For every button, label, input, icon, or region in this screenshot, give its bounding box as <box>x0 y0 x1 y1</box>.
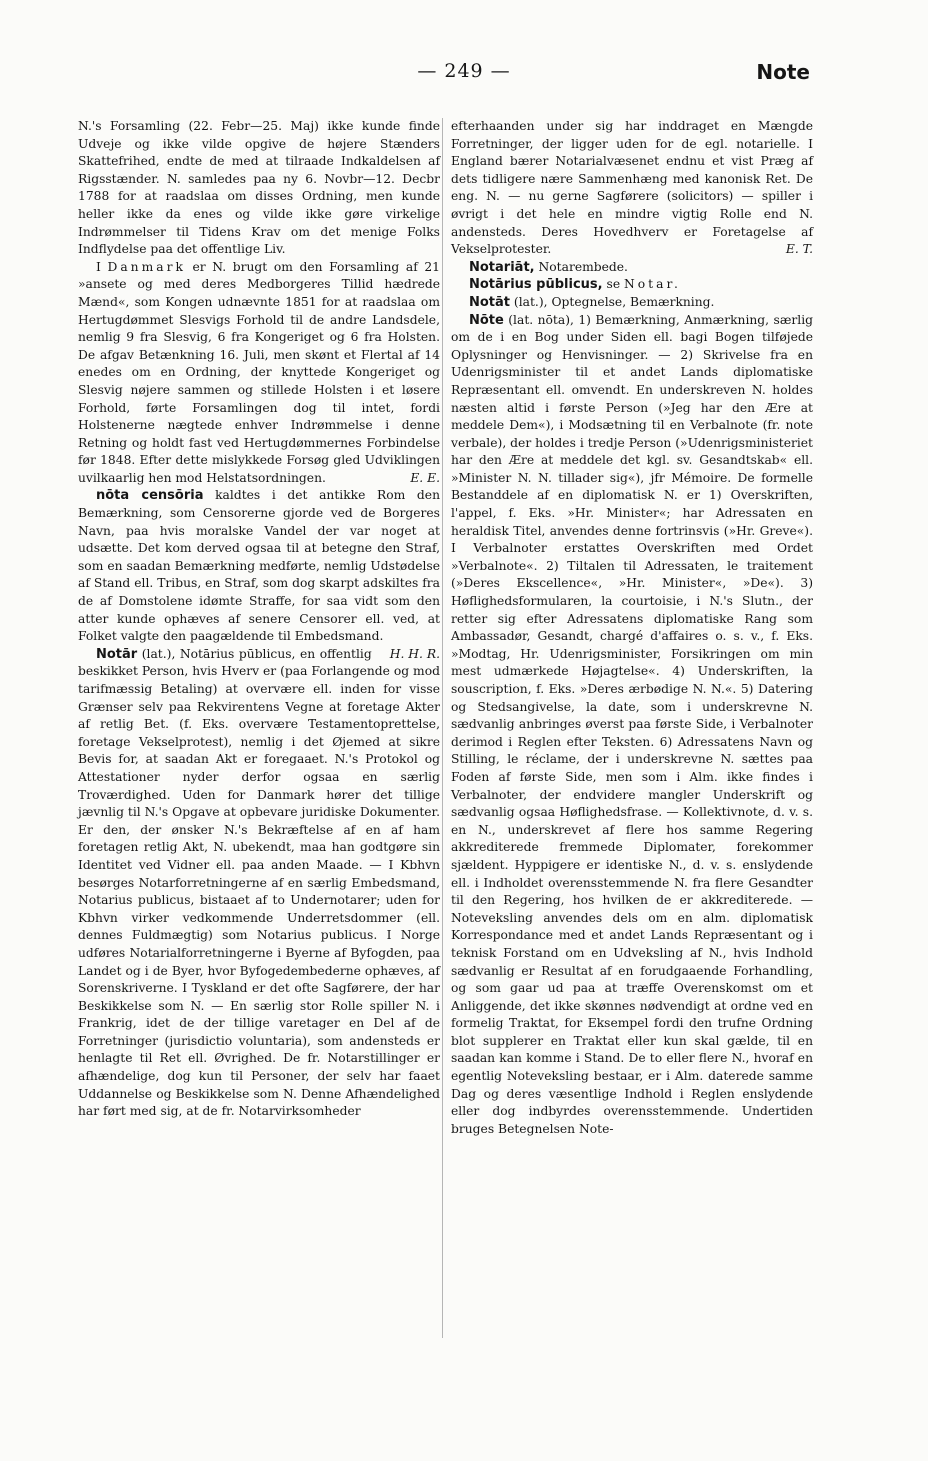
entry-text: Notarembede. <box>534 259 628 274</box>
headword: Notārius pūblicus, <box>469 277 603 293</box>
author-signature: E. E. <box>410 470 440 485</box>
page-number: — 249 — <box>417 60 511 82</box>
column-divider <box>442 118 443 1338</box>
entry-notarius-publicus <box>451 276 813 294</box>
running-title: Note <box>756 60 810 84</box>
paragraph-text: efterhaanden under sig har inddraget en Mængde Forretninger, der ligger uden for de egl. notarielle. I England bærer Notarialvæsenet endnu et vist Præg af dets tidligere nære Sammenhæng med kanonisk Ret. De eng. N. — nu gerne Sagførere (solicitors) — spiller i øvrigt i det hele en mindre vigtig Rolle end N. andensteds. Deres Hovedhverv er Foretagelse af Vekselprotester. <box>451 119 813 257</box>
headword: Notāt <box>469 294 511 310</box>
headword: Notār <box>96 646 138 662</box>
entry-text: (lat.), Notārius pūblicus, en offentlig beskikket Person, hvis Hverv er (paa Forlangende og mod tarifmæssig Betaling) at overvære ell. inden for visse Grænser selv paa Rekvirentens Vegne at foretage Akter af retlig Bet. (f. Eks. overvære Testamentoprettelse, foretage Vekselprotest), nemlig i det Øjemed at sikre Bevis for, at saadan Akt er foregaaet. N.'s Protokol og Attestationer nyder derfor ogsaa en særlig Troværdighed. Uden for Danmark hører det tillige jævnlig til N.'s Opgave at opbevare juridiske Dokumenter. Er den, der ønsker N.'s Bekræftelse af en af ham foretagen retlig Akt, N. ubekendt, maa han godtgøre sin Identitet ved Vidner ell. paa anden Maade. — I Kbhvn besørges Notarforretningerne af en særlig Embedsmand, Notarius publicus, bistaaet af to Undernotarer; uden for Kbhvn virker vedkommende Underretsdommer (ell. dennes Fuldmægtig) som Notarius publicus. I Norge udføres Notarialforretningerne i Byerne af Byfogden, paa Landet og i de Byer, hvor Byfogedembederne ophæves, af Sorenskriverne. I Tyskland er det ofte Sagførere, der har Beskikkelse som N. — En særlig stor Rolle spiller N. i Frankrig, idet de der tillige varetager en Del af de Forretninger (jurisdictio voluntaria), som andensteds er henlagte til Ret ell. Øvrighed. De fr. Notarstillinger er afhændelige, dog kun til Personer, der selv har faaet Uddannelse og Beskikkelse som N. Denne Afhændelighed har ført med sig, at de fr. Notarvirksomheder <box>78 646 440 1119</box>
paragraph-lead: I <box>96 259 108 274</box>
entry-text: kaldtes i det antikke Rom den Bemærkning, som Censorerne gjorde ved de Borgeres Navn, paa hvis moralske Vandel der var noget at udsætte. Det kom derved ogsaa til at betegne den Straf, som en saadan Bemærkning medførte, nemlig Udstødelse af Stand ell. Tribus, en Straf, som dog skarpt adskiltes fra de af Domstolene idømte Straffe, for saa vidt som den atter kunde ophæves af senere Censorer ell. ved, at Folket valgte den paagældende til Embedsmand. <box>78 488 440 644</box>
headword: Nōte <box>469 312 504 328</box>
paragraph <box>451 118 813 259</box>
paragraph-text: N.'s Forsamling (22. Febr—25. Maj) ikke kunde finde Udveje og ikke vilde opgive de højere Stænders Skattefrihed, endte de med at tilraade Indkaldelsen af Rigsstænder. N. samledes paa ny 6. Novbr—12. Decbr 1788 for at raadslaa om disses Ordning, men kunde heller ikke da enes og vilde ikke gøre virkelige Indrømmelser til Tidens Krav om det menige Folks Indflydelse paa det offentlige Liv. <box>78 119 440 257</box>
author-signature: H. H. R. <box>389 646 440 661</box>
cross-reference: Notar. <box>624 277 681 292</box>
entry-notariat <box>451 259 813 277</box>
entry-text: (lat.), Optegnelse, Bemærkning. <box>510 294 715 309</box>
entry-note <box>451 312 813 1139</box>
paragraph <box>78 259 440 488</box>
paragraph <box>78 118 440 259</box>
headword: nōta censōria <box>96 488 204 504</box>
entry-notat <box>451 294 813 312</box>
author-signature: E. T. <box>785 242 813 257</box>
spaced-word: Danmark <box>107 259 186 274</box>
paragraph-text: er N. brugt om den Forsamling af 21 »ansete og med deres Medborgeres Tillid hædrede Mænd«, som Kongen udnævnte 1851 for at raadslaa om Hertugdømmet Slesvigs Forhold til de andre Landsdele, nemlig 9 fra Slesvig, 6 fra Kongeriget og 6 fra Holsten. De afgav Betænkning 16. Juli, men skønt et Flertal af 14 enedes om en Ordning, der knyttede Kongeriget og Slesvig nøjere sammen og stillede Holsten i et løsere Forhold, førte Forsamlingen dog til intet, fordi Holstenerne nægtede enhver Indrømmelse i denne Retning og holdt fast ved Hertugdømmernes Forbindelse før 1848. Efter dette mislykkede Forsøg gled Udviklingen uvilkaarlig hen mod Helstatsordningen. <box>78 259 440 485</box>
right-column <box>451 118 813 1138</box>
entry-text: (lat. nōta), 1) Bemærkning, Anmærkning, særlig om de i en Bog under Siden ell. bagi Bogen tilføjede Oplysninger og Henvisninger. — 2) Skrivelse fra en Udenrigsminister til et andet Lands diplomatiske Repræsentant ell. omvendt. En underskreven N. holdes næsten altid i første Person (»Jeg har den Ære at meddele Dem«), i Modsætning til en Verbalnote (fr. note verbale), der holdes i tredje Person (»Udenrigsministeriet har den Ære at meddele det kgl. sv. Gesandtskab« ell. »Minister N. N. tillader sig«), jfr Mémoire. De formelle Bestanddele af en diplomatisk N. er 1) Overskriften, l'appel, f. Eks. »Hr. Minister«; har Adressaten en heraldisk Titel, anvendes denne fortrinsvis (»Hr. Greve«). I Verbalnoter erstattes Overskriften med Ordet »Verbalnote«. 2) Tiltalen til Adressaten, le traitement (»Deres Ekscellence«, »Hr. Minister«, »De«). 3) Høflighedsformularen, la courtoisie, i N.'s Slutn., der retter sig efter Adressatens diplomatiske Rang som Ambassadør, Gesandt, chargé d'affaires o. s. v., f. Eks. »Modtag, Hr. Udenrigsminister, Forsikringen om min mest udmærkede Højagtelse«. 4) Underskriften, la souscription, f. Eks. »Deres ærbødige N. N.«. 5) Datering og Stedsangivelse, la date, som i underskrevne N. sædvanlig anbringes øverst paa første Side, i Verbalnoter derimod i Reglen efter Teksten. 6) Adressatens Navn og Stilling, le réclame, der i underskrevne N. sættes paa Foden af første Side, men som i Alm. ikke findes i Verbalnoter, der endvidere mangler Underskrift og sædvanlig ogsaa Høflighedsfrase. — Kollektivnote, d. v. s. en N., underskrevet af flere hos samme Regering akkrediterede fremmede Diplomater, forekommer sjældent. Hyppigere er identiske N., d. v. s. enslydende ell. i Indholdet overensstemmende N. fra flere Gesandter til den Regering, hos hvilken de er akkrediterede. — Noteveksling anvendes dels om en alm. diplomatisk Korrespondance med et andet Lands Repræsentant og i teknisk Forstand om en Udveksling af N., hvis Indhold sædvanlig er Resultat af en forudgaaende Forhandling, og som gaar ud paa at træffe Overenskomst om et Anliggende, det ikke skønnes nødvendigt at ordne ved en formelig Traktat, for Eksempel fordi den trufne Ordning blot supplerer en Traktat eller kun skal gælde, til en saadan kan komme i Stand. De to eller flere N., hvoraf en egentlig Noteveksling bestaar, er i Alm. daterede samme Dag og deres væsentlige Indhold i Reglen enslydende eller dog indbyrdes overensstemmende. Undertiden bruges Betegnelsen Note- <box>451 312 813 1136</box>
entry-notar <box>78 646 440 1121</box>
entry-text: se <box>602 277 625 292</box>
headword: Notariāt, <box>469 259 535 275</box>
left-column <box>78 118 440 1121</box>
